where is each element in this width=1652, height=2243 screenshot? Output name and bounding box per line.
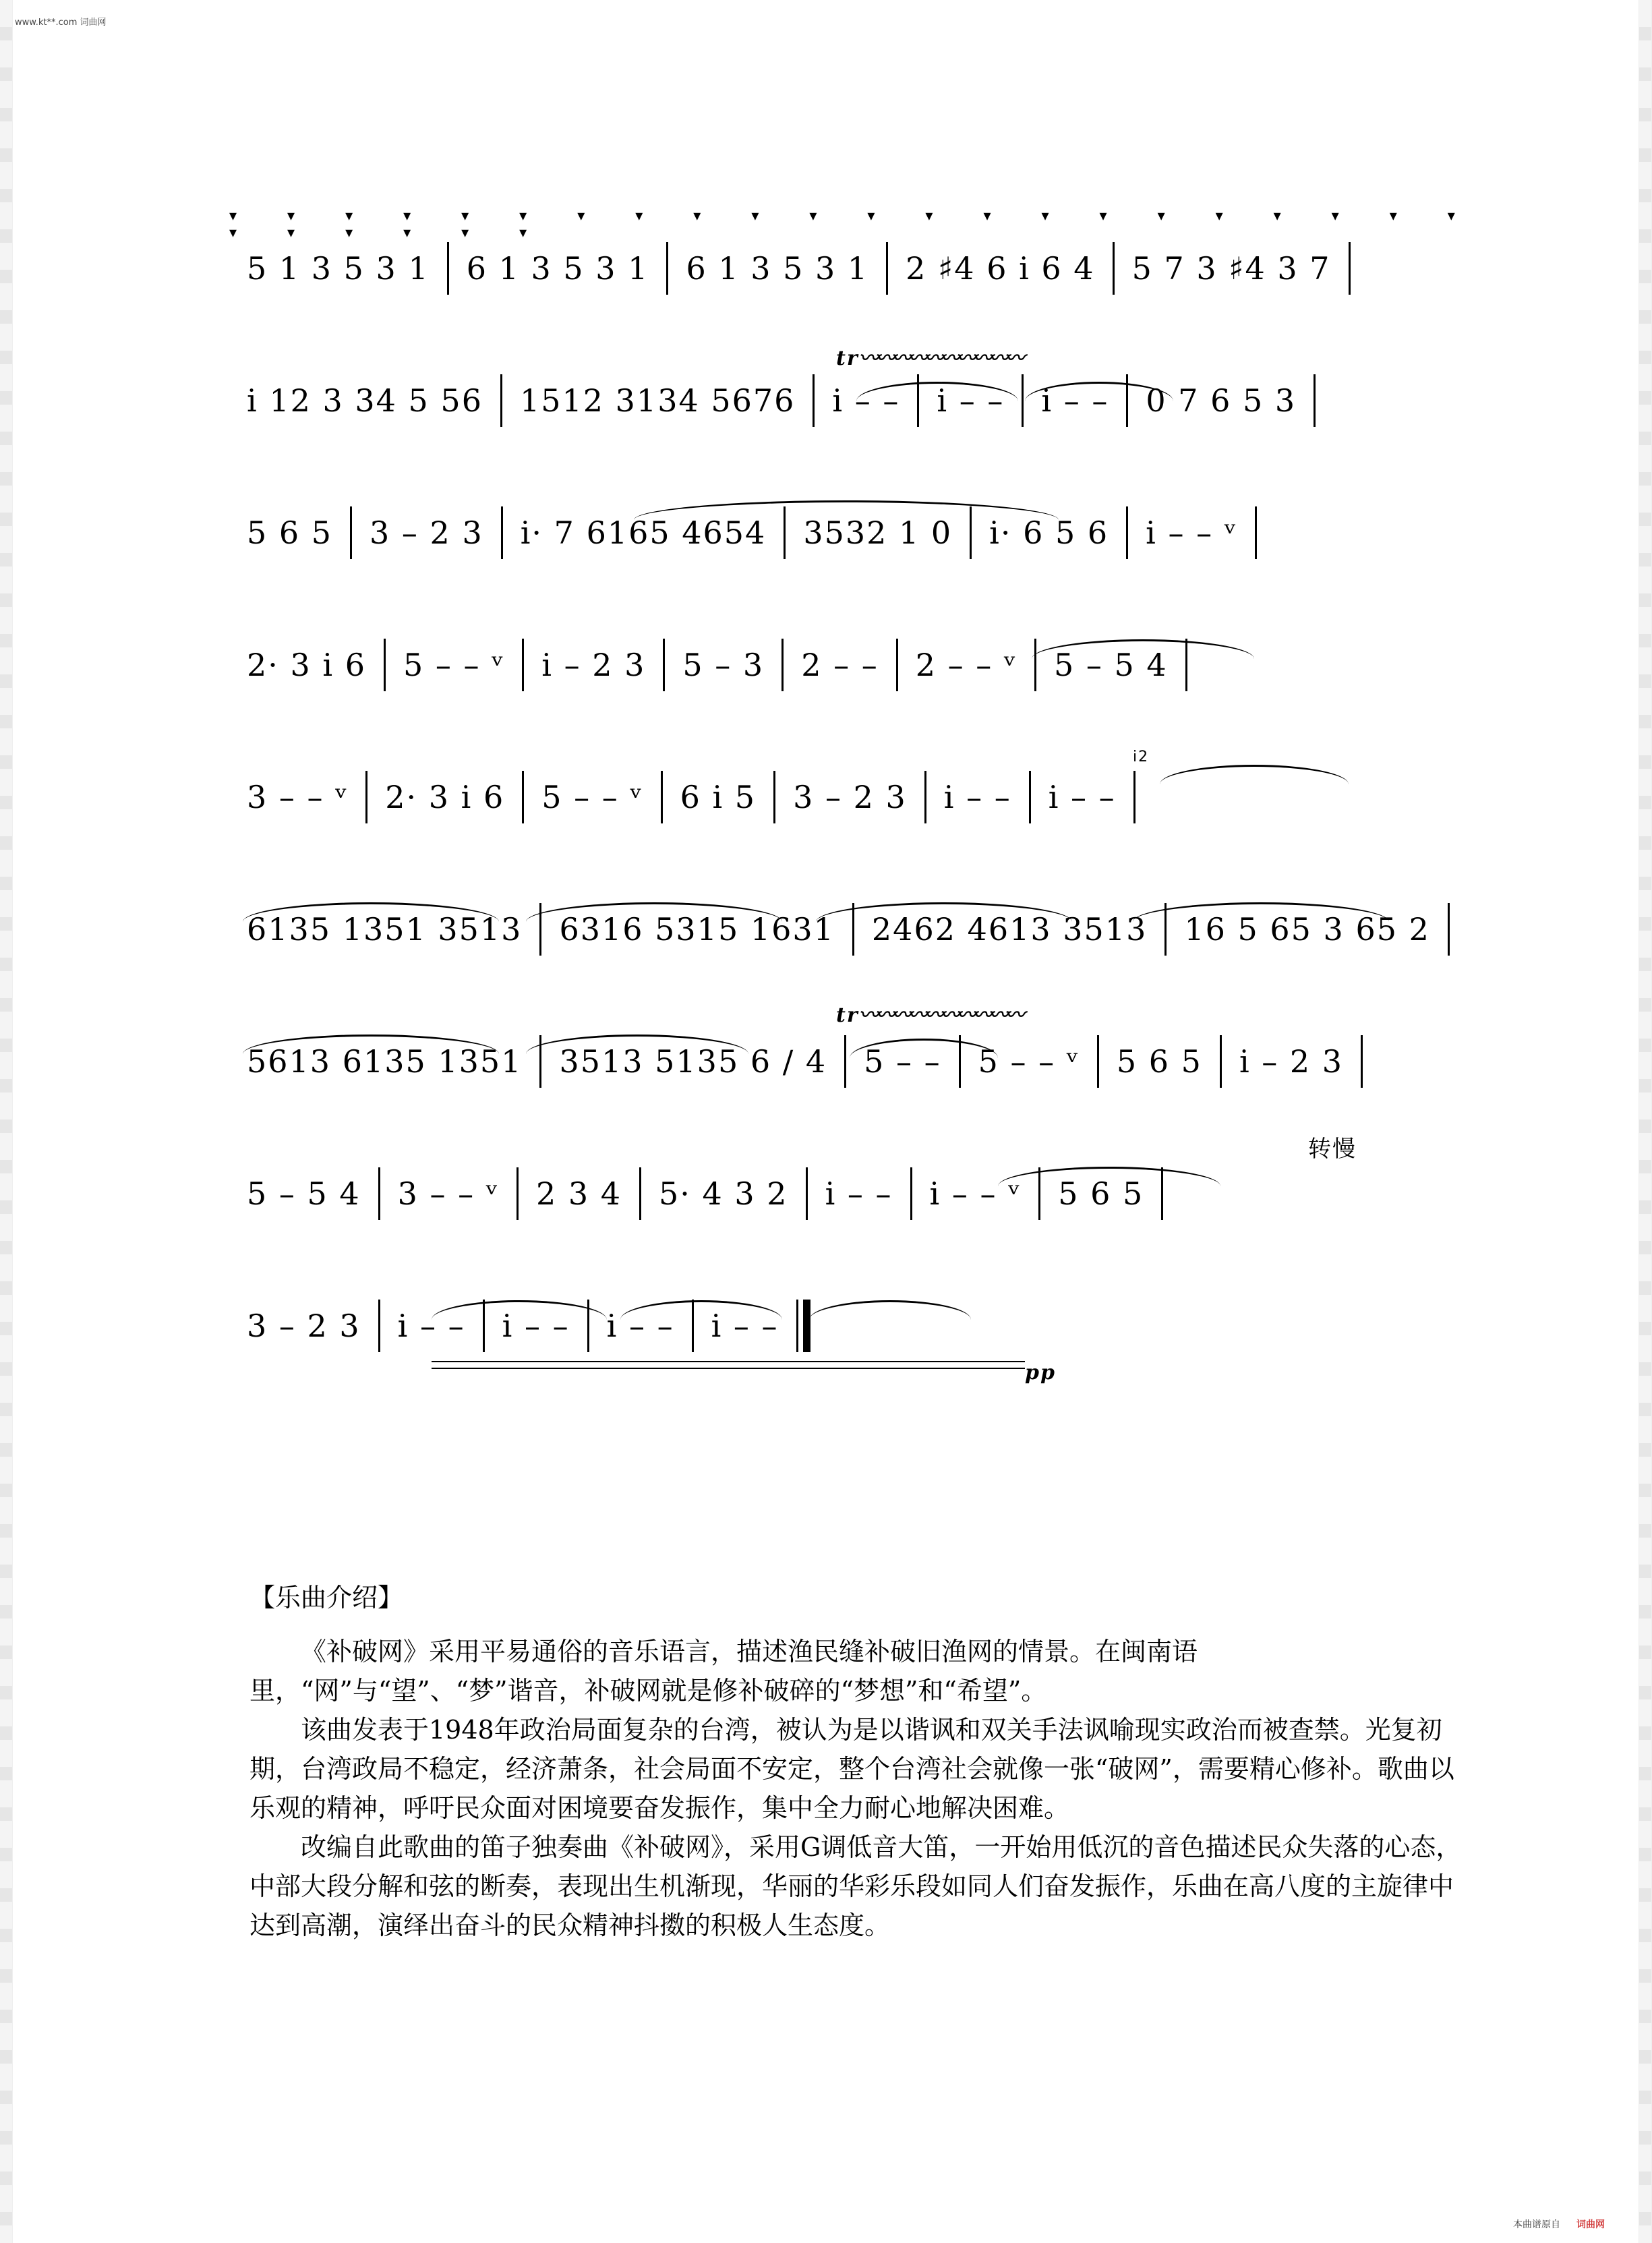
measure: i 12 3 34 5 56 <box>247 382 483 419</box>
measure: 5 – – ᵛ <box>541 779 643 815</box>
measure: i· 7 6165 4654 <box>520 515 767 551</box>
measure: 6 i 5 <box>680 779 757 815</box>
measure: 1512 3134 5676 <box>519 382 796 419</box>
measure: 5 – 3 <box>682 647 765 683</box>
footer-credit <box>1513 2217 1605 2231</box>
site-url: www.kt**.com 词曲网 <box>15 18 107 28</box>
score-row-6 <box>229 863 1510 995</box>
measure: i – – ᵛ <box>1146 515 1237 551</box>
measure: i – – <box>397 1308 465 1344</box>
measure: i – 2 3 <box>541 647 646 683</box>
left-watermark-strip <box>0 0 13 2243</box>
measure: 5 – – <box>864 1043 941 1080</box>
right-watermark-strip <box>1639 0 1652 2243</box>
measure: 5 – – ᵛ <box>978 1043 1080 1080</box>
score-row-8 <box>229 1128 1510 1260</box>
music-introduction <box>249 1578 1463 1945</box>
measure: 0 7 6 5 3 <box>1146 382 1297 419</box>
measure: 2· 3 i 6 <box>385 779 505 815</box>
measure: 5 7 3 ♯4 3 7 <box>1131 250 1331 287</box>
measure: i – – ᵛ <box>929 1175 1022 1212</box>
measure: 2 3 4 <box>535 1175 622 1212</box>
measure: 2462 4613 3513 <box>871 911 1148 948</box>
dynamic-marking: pp <box>1025 1361 1056 1385</box>
measure: i – – <box>1041 382 1109 419</box>
measure: 3513 5135 6 / 4 <box>559 1043 827 1080</box>
diminuendo-line <box>432 1361 1025 1362</box>
slur <box>850 1039 998 1058</box>
score-row-4 <box>229 599 1510 731</box>
measure: 5 1 3 5 3 1 <box>247 250 430 287</box>
measure: i – – <box>711 1308 779 1344</box>
slur <box>432 1300 607 1320</box>
trill-label: tr <box>836 347 859 370</box>
barline <box>1314 374 1316 427</box>
trill-mark: tr〰〰〰〰〰〰〰〰〰〰 <box>836 347 1021 370</box>
accent-marks: ▾ ▾ ▾ ▾ ▾ ▾ ▾ ▾ ▾ ▾ ▾ ▾ ▾ ▾ ▾ ▾ ▾ ▾ ▾ ▾ ▾ ▾ ▾ ▾ ▾ ▾ ▾ ▾ <box>229 208 1478 241</box>
measure: i – – <box>937 382 1005 419</box>
measure: 2· 3 i 6 <box>247 647 366 683</box>
measure: 3 – 2 3 <box>793 779 907 815</box>
measure: i – – <box>1048 779 1116 815</box>
measure: 5613 6135 1351 <box>247 1043 523 1080</box>
measure: 5 6 5 <box>1058 1175 1144 1212</box>
score-row-9 <box>229 1260 1510 1392</box>
measure: 6 1 3 5 3 1 <box>686 250 869 287</box>
slur <box>634 500 1059 520</box>
measure: 5 – – ᵛ <box>403 647 505 683</box>
score-row-7 <box>229 995 1510 1128</box>
score-row-5 <box>229 731 1510 863</box>
measure: 3532 1 0 <box>803 515 953 551</box>
slur <box>620 1300 782 1320</box>
slur <box>816 902 1072 922</box>
measure: 3 – 2 3 <box>247 1308 361 1344</box>
numbered-score <box>229 202 1510 1392</box>
measure: 5 – 5 4 <box>247 1175 361 1212</box>
slur <box>998 1167 1220 1186</box>
footer-logo: 词曲网 <box>1576 2219 1605 2230</box>
intro-paragraph: 《补破网》采用平易通俗的音乐语言，描述渔民缝补破旧渔网的情景。在闽南语里，“网”与“望”、“梦”谐音，补破网就是修补破碎的“梦想”和“希望”。 <box>249 1637 1198 1706</box>
barline <box>1361 1035 1363 1088</box>
measure: i – – <box>606 1308 674 1344</box>
measure: 2 – – ᵛ <box>915 647 1017 683</box>
measure: 2 – – <box>801 647 879 683</box>
slur <box>526 1035 748 1054</box>
measure: 5 6 5 <box>247 515 333 551</box>
slur <box>243 902 499 922</box>
barline <box>1255 506 1257 559</box>
slur <box>1160 765 1349 784</box>
measure: i – 2 3 <box>1239 1043 1344 1080</box>
measure: 5 – 5 4 <box>1053 647 1168 683</box>
measure: i – – <box>502 1308 570 1344</box>
final-barline-thick <box>803 1300 810 1352</box>
grace-note: i2 <box>1133 749 1150 765</box>
slur <box>809 1300 971 1320</box>
measure: 3 – 2 3 <box>370 515 483 551</box>
measure: 6316 5315 1631 <box>559 911 835 948</box>
barline <box>1349 242 1351 295</box>
intro-paragraph: 该曲发表于1948年政治局面复杂的台湾，被认为是以谐讽和双关手法讽喻现实政治而被查禁。光复初期，台湾政局不稳定，经济萧条，社会局面不安定，整个台湾社会就像一张“破网”，需要精心修补。歌曲以乐观的精神，呼吁民众面对困境要奋发振作，集中全力耐心地解决困难。 <box>249 1715 1454 1823</box>
measure: 6135 1351 3513 <box>247 911 523 948</box>
slur <box>243 1035 499 1054</box>
slur <box>1032 639 1254 659</box>
final-barline <box>796 1300 810 1352</box>
measure: 16 5 65 3 65 2 <box>1184 911 1430 948</box>
measure: i – – <box>943 779 1011 815</box>
barline <box>1133 771 1135 823</box>
measure: i· 6 5 6 <box>989 515 1109 551</box>
measure: 5 6 5 <box>1116 1043 1202 1080</box>
tempo-marking: 转慢 <box>1308 1136 1357 1163</box>
intro-heading: 【乐曲介绍】 <box>249 1583 404 1612</box>
measure: 2 ♯4 6 i 6 4 <box>906 250 1095 287</box>
trill-mark: tr〰〰〰〰〰〰〰〰〰〰 <box>836 1003 1021 1027</box>
measure: i – – <box>825 1175 893 1212</box>
trill-label: tr <box>836 1003 859 1027</box>
barline <box>1448 903 1450 956</box>
measure: i – – <box>832 382 900 419</box>
final-barline-thin <box>796 1300 798 1352</box>
measure: 3 – – ᵛ <box>397 1175 499 1212</box>
score-row-3 <box>229 467 1510 599</box>
diminuendo-line <box>432 1368 1025 1369</box>
score-row-1 <box>229 202 1510 334</box>
intro-paragraph: 改编自此歌曲的笛子独奏曲《补破网》，采用G调低音大笛，一开始用低沉的音色描述民众失落的心态，中部大段分解和弦的断奏，表现出生机渐现，华丽的华彩乐段如同人们奋发振作，乐曲在高八度的主旋律中达到高潮，演绎出奋斗的民众精神抖擞的积极人生态度。 <box>249 1832 1462 1940</box>
measure: 3 – – ᵛ <box>247 779 349 815</box>
measure: 6 1 3 5 3 1 <box>466 250 649 287</box>
slur <box>526 902 782 922</box>
score-row-2 <box>229 334 1510 467</box>
slur <box>1133 902 1389 922</box>
measure: 5· 4 3 2 <box>659 1175 788 1212</box>
footer-credit-text: 本曲谱原自 <box>1513 2219 1560 2230</box>
